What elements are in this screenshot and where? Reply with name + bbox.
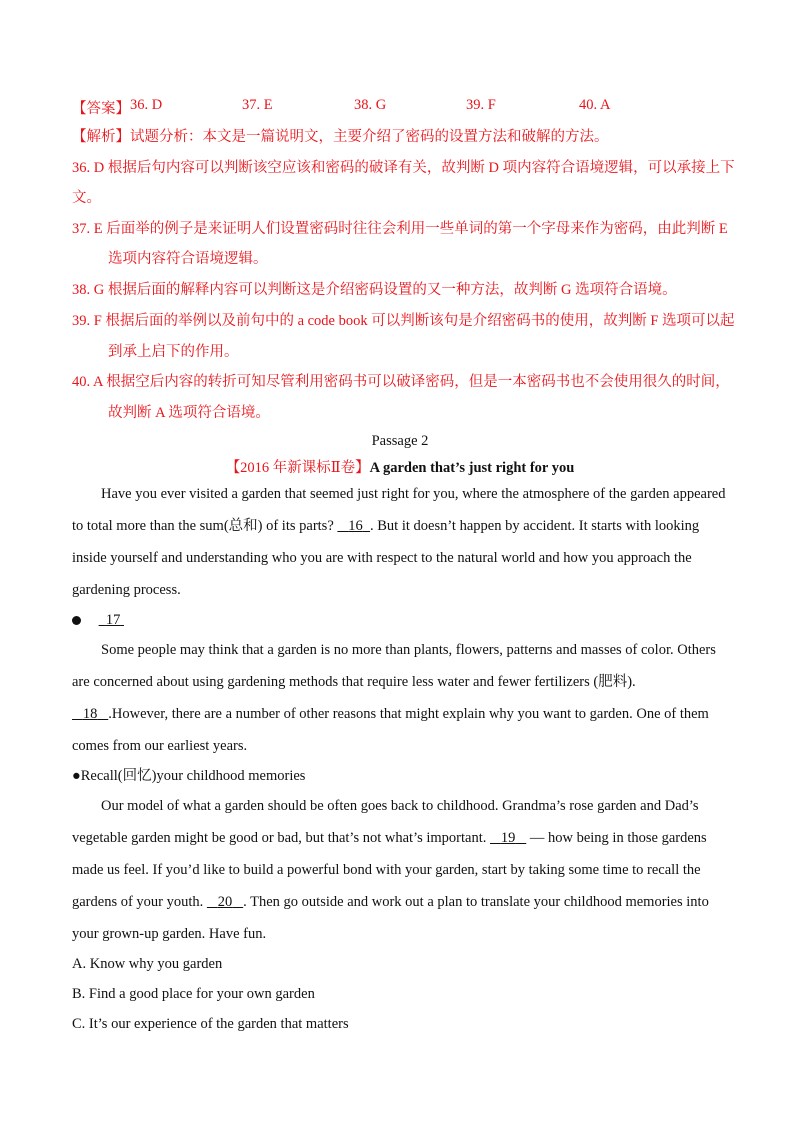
option-b: B. Find a good place for your own garden: [72, 986, 315, 1002]
passage-heading: [0, 456, 800, 477]
paragraph-1-end: . But it doesn’t happen by accident. It starts with looking inside yourself and understanding who you are with respect to the natural world and how you approach the gardening process.: [72, 518, 700, 598]
paragraph-2-start: Some people may think that a garden is no more than plants, flowers, patterns and masses of color. Others are concerned about using gardening methods that require less water and fewer fertilizers (肥料).: [72, 642, 716, 690]
heading-recall: ●Recall(回忆)your childhood memories: [72, 768, 306, 784]
blank-17: [99, 612, 124, 628]
paragraph-1-start: Have you ever visited a garden that seemed just right for you, where the atmosphere of the garden appeared to total more than the sum(总和) of its parts?: [72, 486, 726, 534]
paragraph-3-end: . Then go outside and work out a plan to translate your childhood memories into your grown-up garden. Have fun.: [72, 894, 709, 942]
answer-40: 40. A: [579, 97, 611, 113]
analysis-36-line1: 36. D 根据后句内容可以判断该空应该和密码的破译有关，故判断 D 项内容符合语境逻辑，可以承接上下: [72, 160, 735, 176]
analysis-40-line2: 故判断 A 选项符合语境。: [108, 405, 270, 421]
option-a: A. Know why you garden: [72, 956, 223, 972]
blank-19-number: 19: [500, 830, 516, 846]
option-c: C. It’s our experience of the garden that matters: [72, 1016, 349, 1032]
blank-18: [72, 706, 108, 722]
passage-source: 【2016 年新课标Ⅱ卷】: [225, 460, 370, 476]
analysis-40-line1: 40. A 根据空后内容的转折可知尽管利用密码书可以破译密码，但是一本密码书也不会使用很久的时间，: [72, 374, 730, 390]
analysis-36-line2: 文。: [72, 190, 101, 206]
analysis-38: 38. G 根据后面的解释内容可以判断这是介绍密码设置的又一种方法，故判断 G 选项符合语境。: [72, 282, 677, 298]
analysis-39-line2: 到承上启下的作用。: [108, 344, 239, 360]
paragraph-3-start: Our model of what a garden should be often goes back to childhood. Grandma’s rose garden and Dad’s vegetable garden might be good or bad, but that’s not what’s important.: [72, 798, 699, 846]
answer-label: 【答案】: [72, 101, 130, 117]
paragraph-2-end: .However, there are a number of other reasons that might explain why you want to garden. One of them comes from our earliest years.: [72, 706, 709, 754]
paragraph-3: [72, 790, 728, 950]
bullet-icon: [72, 616, 81, 625]
heading-17: [72, 610, 124, 630]
paragraph-1: [72, 478, 728, 606]
analysis-37-line2: 选项内容符合语境逻辑。: [108, 251, 268, 267]
blank-20: [207, 894, 243, 910]
answer-39: 39. F: [466, 97, 496, 113]
answer-36: 36. D: [130, 97, 163, 113]
blank-18-number: 18: [82, 706, 98, 722]
analysis-intro: 【解析】试题分析：本文是一篇说明文，主要介绍了密码的设置方法和破解的方法。: [72, 129, 609, 145]
blank-17-number: 17: [105, 612, 121, 628]
blank-20-number: 20: [217, 894, 233, 910]
passage-label: Passage 2: [371, 433, 429, 449]
analysis-37-line1: 37. E 后面举的例子是来证明人们设置密码时往往会利用一些单词的第一个字母来作为密码，由此判断 E: [72, 221, 728, 237]
passage-title: A garden that’s just right for you: [369, 460, 575, 476]
paragraph-2: [72, 634, 728, 762]
blank-16: [337, 518, 370, 534]
answer-38: 38. G: [354, 97, 387, 113]
analysis-39-line1: 39. F 根据后面的举例以及前句中的 a code book 可以判断该句是介绍密码书的使用，故判断 F 选项可以起: [72, 313, 735, 329]
blank-19: [490, 830, 526, 846]
answer-37: 37. E: [242, 97, 273, 113]
paragraph-3-middle: — how being in those gardens made us feel. If you’d like to build a powerful bond with your garden, start by taking some time to recall the gardens of your youth.: [72, 830, 707, 910]
blank-16-number: 16: [348, 518, 363, 534]
